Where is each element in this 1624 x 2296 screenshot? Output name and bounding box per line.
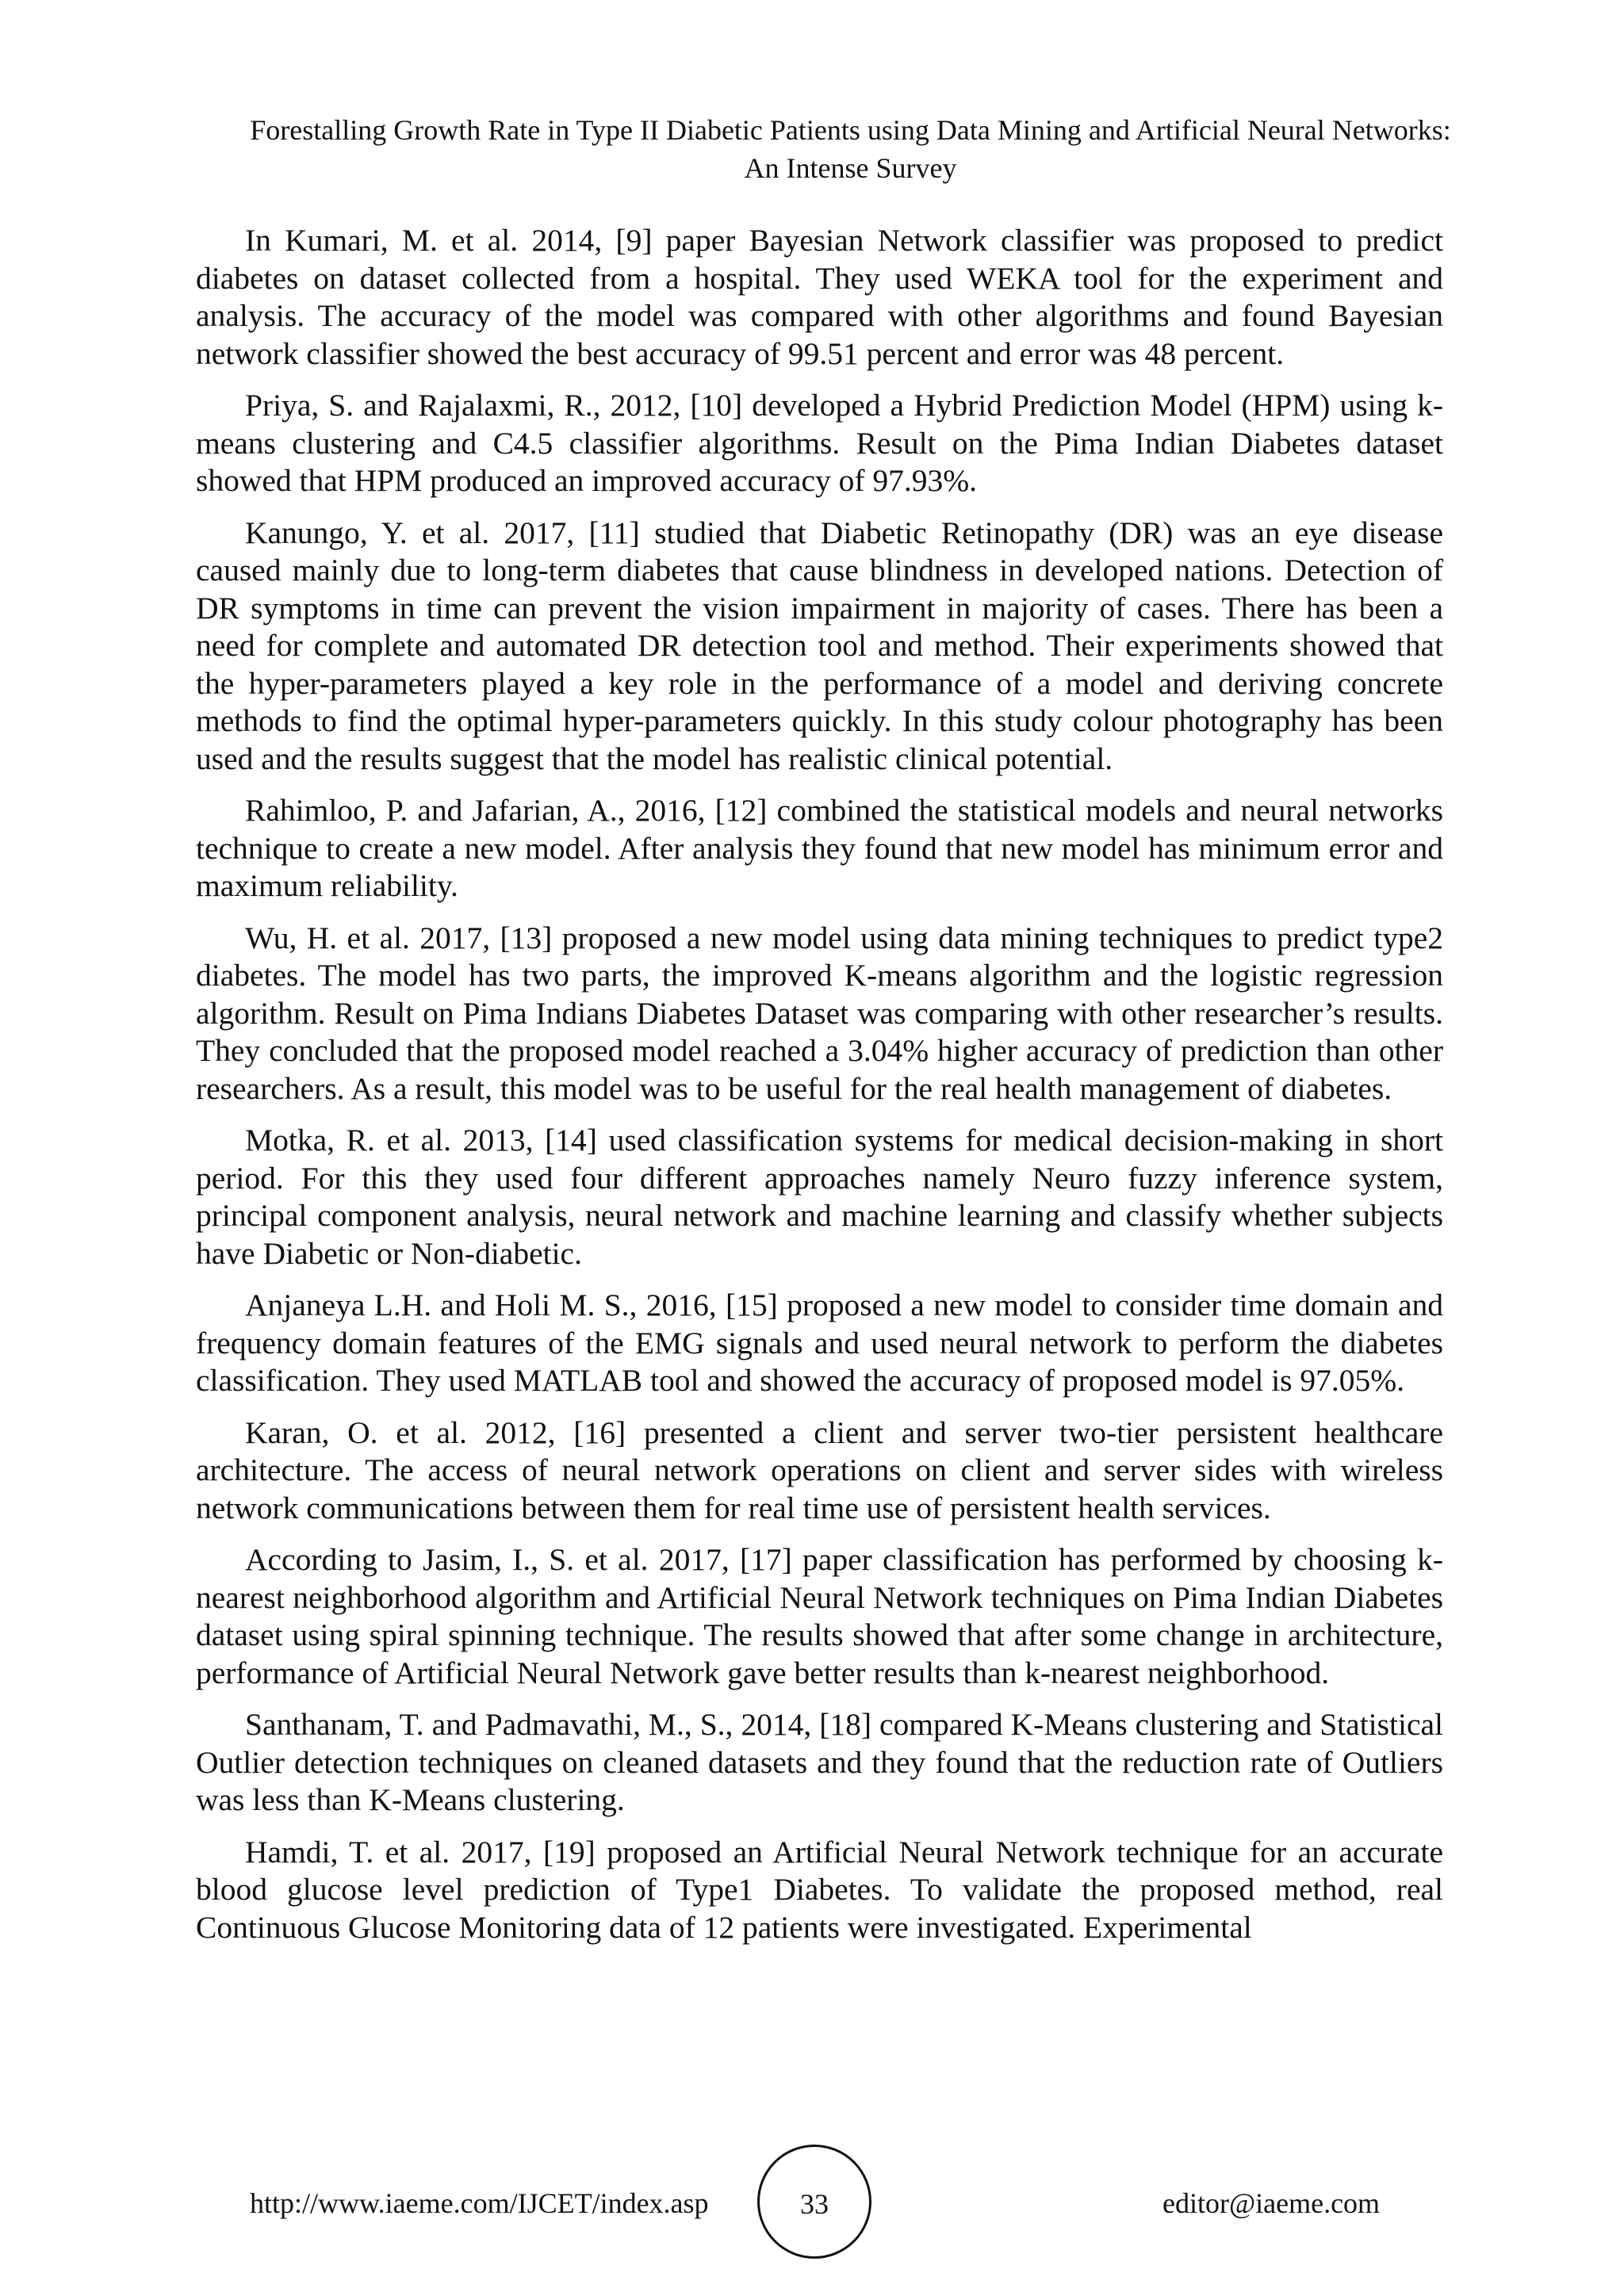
paragraph-priya-2012: Priya, S. and Rajalaxmi, R., 2012, [10] developed a Hybrid Prediction Model (HPM) using k-means clustering and C4.5 classifier algorithms. Result on the Pima Indian Diabetes dataset showed that HPM produced an improved accuracy of 97.93%.	[196, 388, 1443, 498]
paragraph-anjaneya-2016: Anjaneya L.H. and Holi M. S., 2016, [15] proposed a new model to consider time domain and frequency domain features of the EMG signals and used neural network to perform the diabetes classification. They used MATLAB tool and showed the accuracy of proposed model is 97.05%.	[196, 1288, 1443, 1398]
paragraph-kanungo-2017: Kanungo, Y. et al. 2017, [11] studied that Diabetic Retinopathy (DR) was an eye disease caused mainly due to long-term diabetes that cause blindness in developed nations. Detection of DR symptoms in time can prevent the vision impairment in majority of cases. There has been a need for complete and automated DR detection tool and method. Their experiments showed that the hyper-parameters played a key role in the performance of a model and deriving concrete methods to find the optimal hyper-parameters quickly. In this study colour photography has been used and the results suggest that the model has realistic clinical potential.	[196, 515, 1443, 776]
paragraph-wu-2017: Wu, H. et al. 2017, [13] proposed a new model using data mining techniques to predict type2 diabetes. The model has two parts, the improved K-means algorithm and the logistic regression algorithm. Result on Pima Indians Diabetes Dataset was comparing with other researcher’s results. They concluded that the proposed model reached a 3.04% higher accuracy of prediction than other researchers. As a result, this model was to be useful for the real health management of diabetes.	[196, 920, 1443, 1106]
paragraph-santhanam-2014: Santhanam, T. and Padmavathi, M., S., 2014, [18] compared K-Means clustering and Statistical Outlier detection techniques on cleaned datasets and they found that the reduction rate of Outliers was less than K-Means clustering.	[196, 1707, 1443, 1817]
page-number: 33	[800, 2188, 829, 2220]
paragraph-motka-2013: Motka, R. et al. 2013, [14] used classification systems for medical decision-making in short period. For this they used four different approaches namely Neuro fuzzy inference system, principal component analysis, neural network and machine learning and classify whether subjects have Diabetic or Non-diabetic.	[196, 1123, 1443, 1271]
paragraph-jasim-2017: According to Jasim, I., S. et al. 2017, [17] paper classification has performed by choosing k-nearest neighborhood algorithm and Artificial Neural Network techniques on Pima Indian Diabetes dataset using spiral spinning technique. The results showed that after some change in architecture, performance of Artificial Neural Network gave better results than k-nearest neighborhood.	[196, 1542, 1443, 1690]
footer-email-link[interactable]: editor@iaeme.com	[1162, 2187, 1381, 2219]
paragraph-rahimloo-2016: Rahimloo, P. and Jafarian, A., 2016, [12] combined the statistical models and neural networks technique to create a new model. After analysis they found that new model has minimum error and maximum reliability.	[196, 793, 1443, 903]
footer-url-link[interactable]: http://www.iaeme.com/IJCET/index.asp	[250, 2187, 709, 2219]
page-footer	[0, 2145, 1624, 2256]
body-text	[196, 222, 1443, 1961]
page-number-circle	[757, 2145, 871, 2259]
paragraph-karan-2012: Karan, O. et al. 2012, [16] presented a client and server two-tier persistent healthcare architecture. The access of neural network operations on client and server sides with wireless network communications between them for real time use of persistent health services.	[196, 1414, 1443, 1525]
paragraph-kumari-2014: In Kumari, M. et al. 2014, [9] paper Bayesian Network classifier was proposed to predict diabetes on dataset collected from a hospital. They used WEKA tool for the experiment and analysis. The accuracy of the model was compared with other algorithms and found Bayesian network classifier showed the best accuracy of 99.51 percent and error was 48 percent.	[196, 223, 1443, 371]
paragraph-hamdi-2017: Hamdi, T. et al. 2017, [19] proposed an Artificial Neural Network technique for an accurate blood glucose level prediction of Type1 Diabetes. To validate the proposed method, real Continuous Glucose Monitoring data of 12 patients were investigated. Experimental	[196, 1834, 1443, 1945]
running-header: Forestalling Growth Rate in Type II Diabetic Patients using Data Mining and Artificial Neural Networks: An Intense Survey	[250, 114, 1451, 184]
